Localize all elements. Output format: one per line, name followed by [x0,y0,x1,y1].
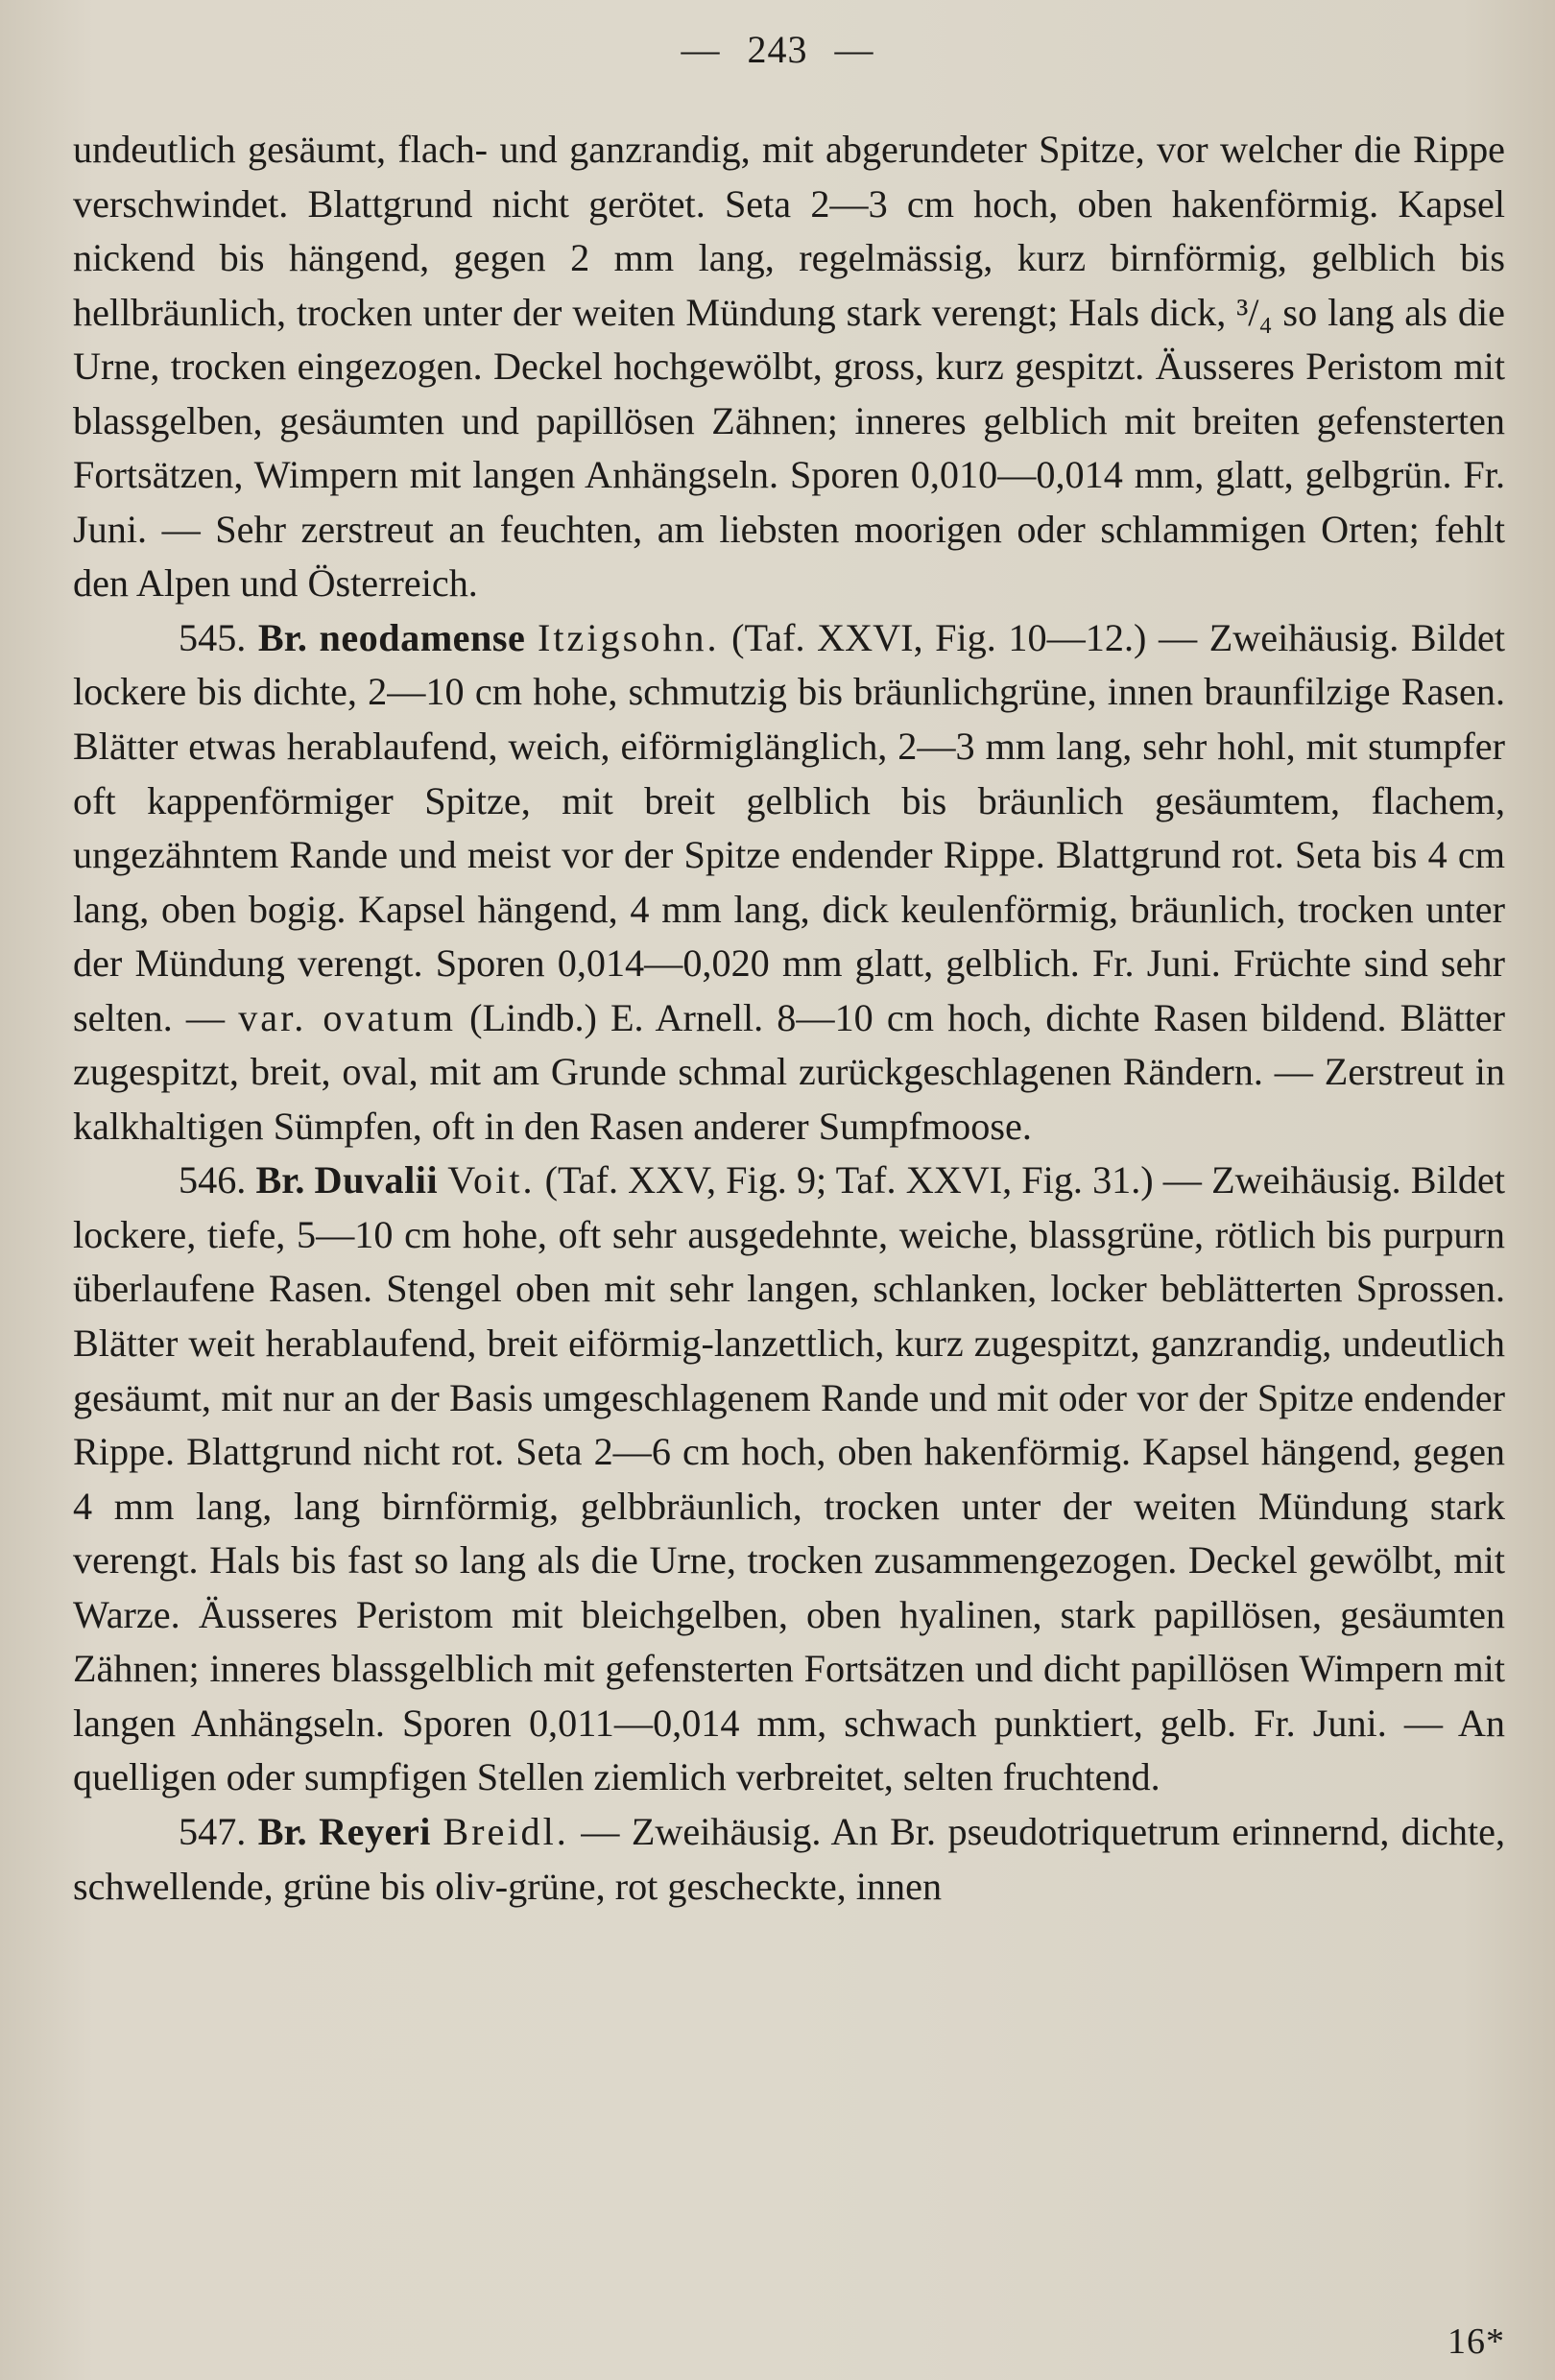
species-entry-547 [73,1805,1505,1914]
variety-description: (Lindb.) E. Arnell. 8—10 cm hoch, dichte Rasen bildend. Blätter zugespitzt, breit, oval, mit am Grunde schmal zurückgeschlagenen Rändern. — Zerstreut in kalkhaltigen Sümpfen, oft in den Rasen anderer Sumpfmoose. [73,995,1506,1148]
entry-number: 545. [179,615,247,659]
page-number-dash-right: — [834,28,874,71]
continued-description: undeutlich gesäumt, flach- und ganzrandig, mit abgerundeter Spitze, vor welcher die Rippe verschwindet. Blattgrund nicht gerötet. Seta 2—3 cm hoch, oben hakenförmig. Kapsel nickend bis hängend, gegen 2 mm lang, regelmässig, kurz birnförmig, gelblich bis hellbräunlich, trocken unter der weiten Mündung stark verengt; Hals dick, ³/₄ so lang als die Urne, trocken eingezogen. Deckel hochgewölbt, gross, kurz gespitzt. Äusseres Peristom mit blassgelben, gesäumten und papillösen Zähnen; inneres gelblich mit breiten gefensterten Fortsätzen, Wimpern mit langen Anhängseln. Sporen 0,010—0,014 mm, glatt, gelbgrün. Fr. Juni. — Sehr zerstreut an feuchten, am liebsten moorigen oder schlammigen Orten; fehlt den Alpen und Österreich. [73,128,1505,606]
species-author: Breidl. [443,1809,569,1853]
species-author: Voit. [447,1158,536,1202]
page-number [0,27,1555,72]
species-name: Duvalii [314,1158,439,1202]
species-entry-545 [73,611,1505,1154]
genus-name: Br. [257,1809,307,1853]
page-number-value: 243 [747,28,808,71]
species-description: (Taf. XXVI, Fig. 10—12.) — Zweihäusig. Bildet lockere bis dichte, 2—10 cm hohe, schmutzig bis bräunlichgrüne, innen braunfilzige Rasen. Blätter etwas herablaufend, weich, eiförmiglänglich, 2—3 mm lang, sehr hohl, mit stumpfer oft kappenförmiger Spitze, mit breit gelblich bis bräunlich gesäumtem, flachem, ungezähntem Rande und meist vor der Spitze endender Rippe. Blattgrund rot. Seta bis 4 cm lang, oben bogig. Kapsel hängend, 4 mm lang, dick keulenförmig, bräunlich, trocken unter der Mündung verengt. Sporen 0,014—0,020 mm glatt, gelblich. Fr. Juni. Früchte sind sehr selten. — [73,615,1506,1039]
species-author: Itzigsohn. [537,615,720,659]
signature-mark: 16* [1447,2321,1505,2362]
species-description: — Zweihäusig. An Br. pseudotriquetrum erinnernd, dichte, schwellende, grüne bis oliv-grüne, rot gescheckte, innen [73,1809,1506,1908]
species-description: (Taf. XXV, Fig. 9; Taf. XXVI, Fig. 31.) — Zweihäusig. Bildet lockere, tiefe, 5—10 cm hohe, oft sehr ausgedehnte, weiche, blassgrüne, rötlich bis purpurn überlaufene Rasen. Stengel oben mit sehr langen, schlanken, locker beblätterten Sprossen. Blätter weit herablaufend, breit eiförmig-lanzettlich, kurz zugespitzt, ganzrandig, undeutlich gesäumt, mit nur an der Basis umgeschlagenem Rande und mit oder vor der Spitze endender Rippe. Blattgrund nicht rot. Seta 2—6 cm hoch, oben hakenförmig. Kapsel hängend, gegen 4 mm lang, lang birnförmig, gelbbräunlich, trocken unter der weiten Mündung stark verengt. Hals bis fast so lang als die Urne, trocken zusammengezogen. Deckel gewölbt, mit Warze. Äusseres Peristom mit bleichgelben, oben hyalinen, stark papillösen, gesäumten Zähnen; inneres blassgelblich mit gefensterten Fortsätzen und dicht papillösen Wimpern mit langen Anhängseln. Sporen 0,011—0,014 mm, schwach punktiert, gelb. Fr. Juni. — An quelligen oder sumpfigen Stellen ziemlich verbreitet, selten fruchtend. [73,1158,1505,1799]
page-number-dash-left: — [681,28,721,71]
genus-name: Br. [255,1158,305,1202]
species-name: Reyeri [319,1809,431,1853]
body-text [73,123,1505,1914]
entry-number: 547. [179,1809,247,1853]
species-name: neodamense [319,615,526,659]
entry-number: 546. [179,1158,247,1202]
variety-name: var. ovatum [238,995,456,1039]
species-entry-546 [73,1154,1505,1805]
genus-name: Br. [257,615,307,659]
